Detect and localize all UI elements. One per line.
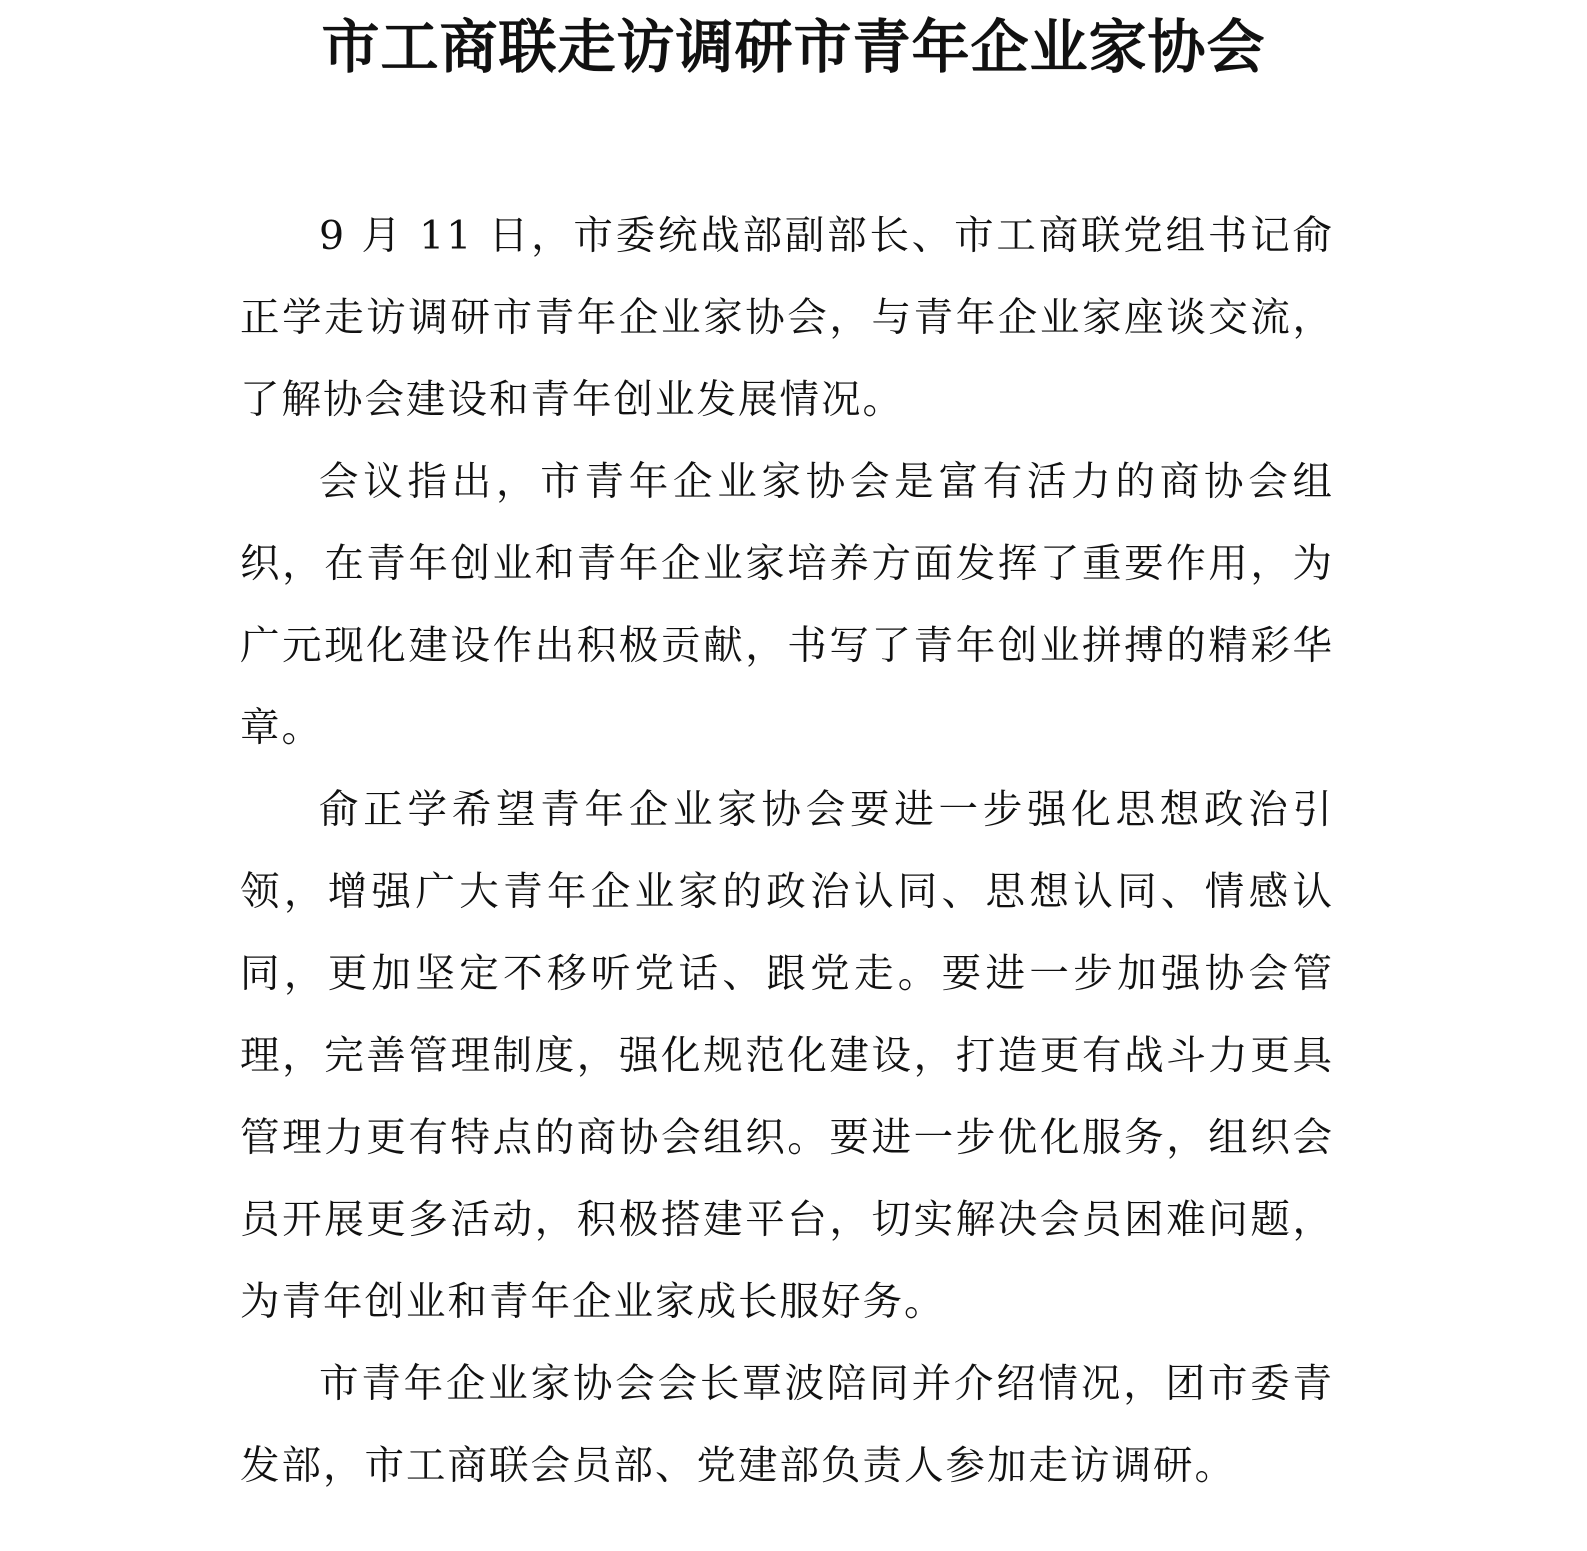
article-body [240,195,1334,1507]
page-title: 市工商联走访调研市青年企业家协会 [321,13,1266,81]
paragraph-2: 会议指出，市青年企业家协会是富有活力的商协会组织，在青年创业和青年企业家培养方面发挥了重要作用，为广元现化建设作出积极贡献，书写了青年创业拼搏的精彩华章。 [240,459,1334,751]
paragraph-4: 市青年企业家协会会长覃波陪同并介绍情况，团市委青发部，市工商联会员部、党建部负责人参加走访调研。 [240,1361,1334,1489]
paragraph-1: 9 月 11 日，市委统战部副部长、市工商联党组书记俞正学走访调研市青年企业家协会，与青年企业家座谈交流，了解协会建设和青年创业发展情况。 [240,213,1334,423]
paragraph-3: 俞正学希望青年企业家协会要进一步强化思想政治引领，增强广大青年企业家的政治认同、思想认同、情感认同，更加坚定不移听党话、跟党走。要进一步加强协会管理，完善管理制度，强化规范化建设，打造更有战斗力更具管理力更有特点的商协会组织。要进一步优化服务，组织会员开展更多活动，积极搭建平台，切实解决会员困难问题，为青年创业和青年企业家成长服好务。 [240,787,1334,1325]
